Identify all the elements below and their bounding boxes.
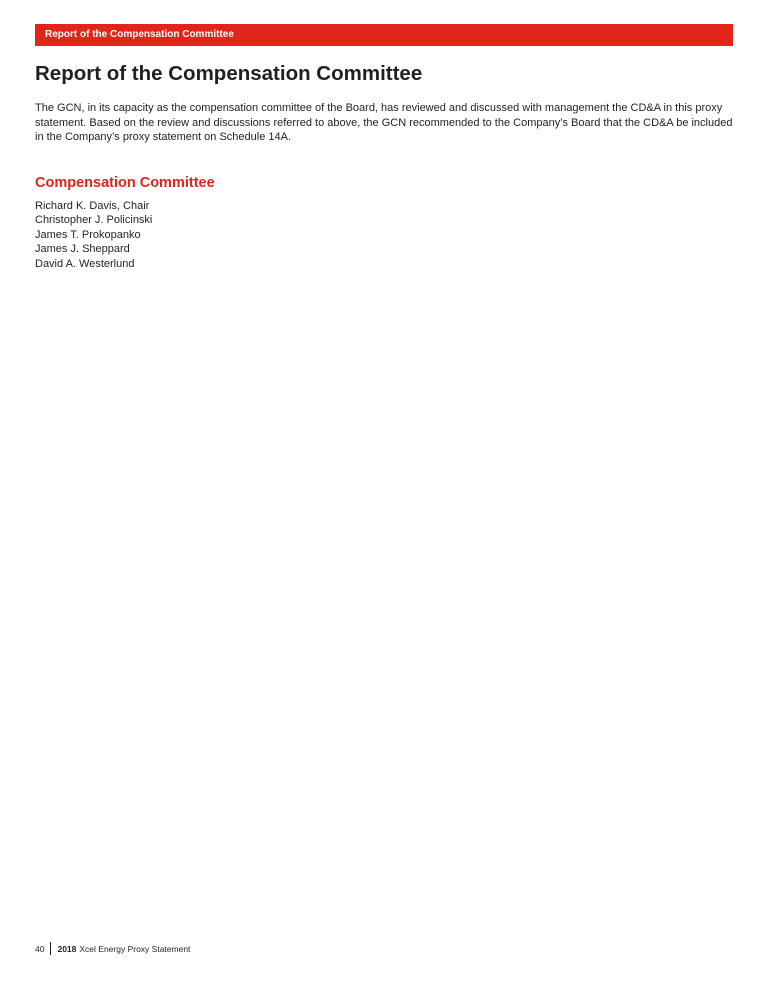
- page-number: 40: [35, 943, 45, 954]
- section-header-label: Report of the Compensation Committee: [45, 29, 234, 40]
- section-header-bar: [35, 24, 733, 46]
- report-paragraph: The GCN, in its capacity as the compensation committee of the Board, has reviewed and discussed with management the CD&A in this proxy statement. Based on the review and discussions referred to above, the GCN recommended to the Company’s Board that the CD&A be included in the Company’s proxy statement on Schedule 14A.: [35, 102, 733, 144]
- footer-publication: Xcel Energy Proxy Statement: [79, 943, 191, 954]
- committee-member-list: [35, 199, 152, 271]
- committee-member: James J. Sheppard: [35, 243, 130, 256]
- footer-year: 2018: [57, 943, 77, 954]
- footer-divider: [50, 942, 51, 955]
- committee-member: Christopher J. Policinski: [35, 214, 153, 227]
- page-title: Report of the Compensation Committee: [35, 62, 423, 85]
- page-footer: [35, 942, 190, 955]
- committee-member: David A. Westerlund: [35, 257, 135, 270]
- committee-heading: Compensation Committee: [35, 175, 215, 191]
- committee-member: James T. Prokopanko: [35, 228, 141, 241]
- committee-member: Richard K. Davis, Chair: [35, 200, 150, 212]
